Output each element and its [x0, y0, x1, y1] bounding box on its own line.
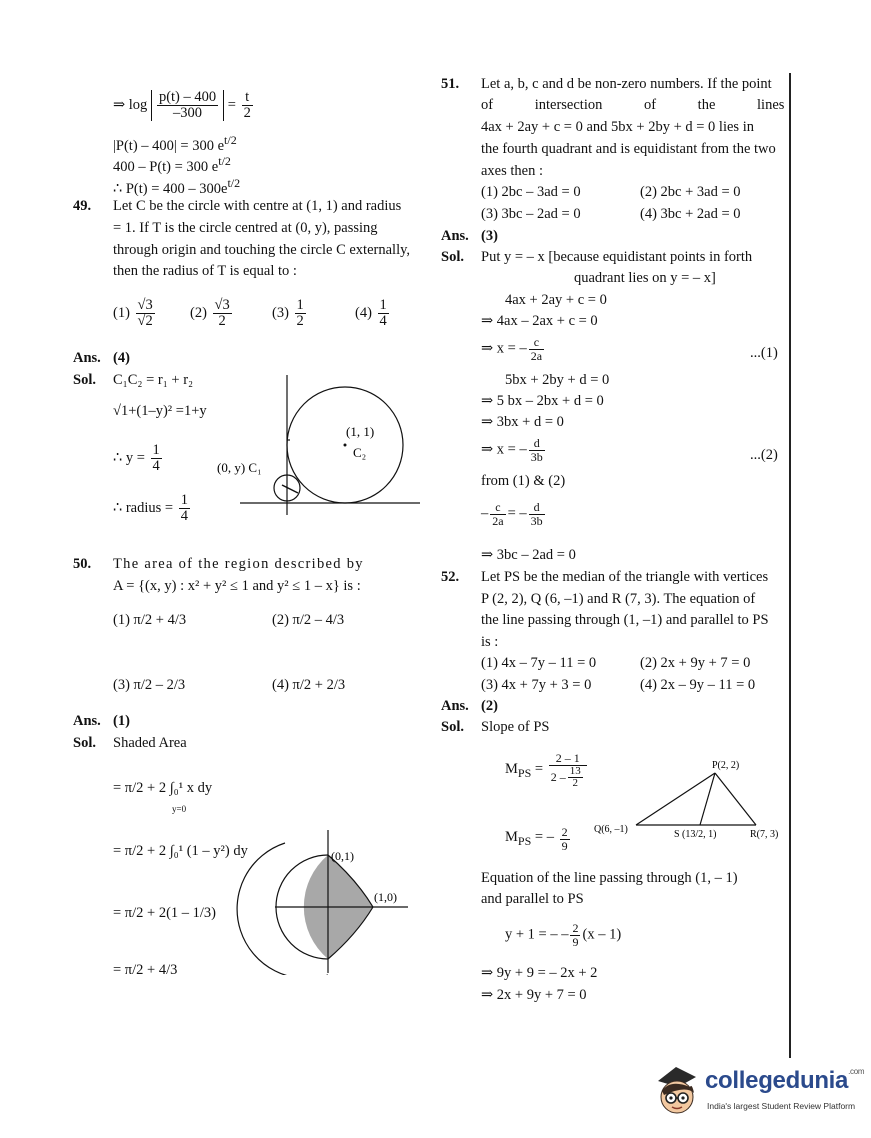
question-text: through origin and touching the circle C externally,	[113, 242, 411, 258]
question-text: the line passing through (1, –1) and parallel to PS	[481, 612, 769, 628]
solution-step: Put y = – x [because equidistant points in forth	[481, 249, 753, 265]
solution-text: Equation of the line passing through (1, – 1)	[481, 870, 738, 886]
solution-step: C₁C₂ = r₁ + r₂	[113, 372, 194, 388]
brand-tagline: India's largest Student Review Platform	[707, 1101, 856, 1111]
solution-text: Shaded Area	[113, 735, 187, 751]
answer-value: (2)	[481, 698, 498, 714]
solution-text: Slope of PS	[481, 719, 550, 735]
solution-step: ⇒ x = – $\frac{d}{3b}$	[481, 436, 543, 464]
solution-step: y + 1 = – – $\frac{2}{9}$ (x – 1)	[505, 921, 622, 949]
solution-step: 5bx + 2by + d = 0	[505, 372, 610, 388]
option-4: (4) π/2 + 2/3	[272, 677, 346, 693]
label-r: R(7, 3)	[750, 829, 779, 840]
option-4: (4) $\frac{1}{4}$	[355, 297, 387, 330]
solution-label: Sol.	[441, 719, 464, 735]
triangle-figure	[590, 755, 790, 845]
option-2: (2) 2bc + 3ad = 0	[640, 184, 741, 200]
solution-step: ⇒ 3bc – 2ad = 0	[481, 547, 576, 563]
answer-label: Ans.	[73, 713, 101, 729]
option-1: (1) $\frac{√3}{√2}$	[113, 297, 153, 330]
label-p: P(2, 2)	[712, 760, 740, 771]
question-number: 52.	[441, 569, 460, 585]
circles-figure	[210, 375, 425, 520]
question-text: The area of the region described by	[113, 556, 364, 572]
solution-step: ⇒ x = – $\frac{c}{2a}$	[481, 335, 543, 363]
answer-value: (4)	[113, 350, 130, 366]
answer-label: Ans.	[441, 228, 469, 244]
question-text: Let PS be the median of the triangle with vertices	[481, 569, 769, 585]
question-text: the fourth quadrant and is equidistant from the two	[481, 141, 776, 157]
prev-solution-line-4: ∴ $P(t) = 400 - 300e^{t/2}$	[113, 176, 241, 197]
option-2: (2) 2x + 9y + 7 = 0	[640, 655, 751, 671]
solution-step: ⇒ 5 bx – 2bx + d = 0	[481, 393, 604, 409]
brand-name: collegedunia$^{.com}$	[705, 1067, 865, 1094]
solution-step: = π/2 + 2 ∫₀¹ (1 – y²) dy	[113, 843, 248, 859]
option-4: (4) 2x – 9y – 11 = 0	[640, 677, 756, 693]
question-text: A = {(x, y) : x² + y² ≤ 1 and y² ≤ 1 – x} is :	[113, 578, 361, 594]
prev-solution-line-3: 400 – P(t) = 300 $e^{t/2}$	[113, 154, 231, 175]
answer-label: Ans.	[73, 350, 101, 366]
solution-step: ⇒ 3bx + d = 0	[481, 414, 564, 430]
prev-solution-line-2: |P(t) – 400| = 300 $e^{t/2}$	[113, 133, 237, 154]
label-c1: (0, y) C₁	[217, 460, 262, 475]
solution-text: and parallel to PS	[481, 891, 584, 907]
solution-step: – $\frac{c}{2a}$ = – $\frac{d}{3b}$	[481, 500, 543, 528]
label-s: S (13/2, 1)	[674, 829, 717, 840]
question-text: = 1. If T is the circle centred at (0, y), passing	[113, 220, 378, 236]
answer-value: (3)	[481, 228, 498, 244]
question-text: 4ax + 2ay + c = 0 and 5bx + 2by + d = 0 lies in	[481, 119, 754, 135]
solution-step: ⇒ 2x + 9y + 7 = 0	[481, 987, 587, 1003]
region-figure	[230, 825, 415, 975]
equation-tag: ...(1)	[750, 345, 778, 361]
solution-step: from (1) & (2)	[481, 473, 566, 489]
label-c2: C₂	[353, 445, 367, 460]
solution-step: = π/2 + 2(1 – 1/3)	[113, 905, 217, 921]
slope-step-1: $M_{PS}$ = 2 – 1 2 – $\frac{13}{2}$	[505, 752, 589, 790]
question-text: Let a, b, c and d be non-zero numbers. If the point	[481, 76, 772, 92]
solution-step: ∴ y = $\frac{1}{4}$	[113, 442, 160, 475]
question-number: 50.	[73, 556, 92, 572]
question-text: axes then :	[481, 163, 544, 179]
solution-label: Sol.	[73, 372, 96, 388]
brand-logo[interactable]	[650, 1063, 865, 1123]
label-0-1: (0,1)	[331, 849, 354, 863]
solution-label: Sol.	[441, 249, 464, 265]
solution-step: 4ax + 2ay + c = 0	[505, 292, 607, 308]
option-4: (4) 3bc + 2ad = 0	[640, 206, 741, 222]
solution-step: ⇒ 9y + 9 = – 2x + 2	[481, 965, 598, 981]
question-text: of intersection of the lines	[481, 97, 785, 113]
solution-label: Sol.	[73, 735, 96, 751]
prev-solution-line-1: ⇒ log $\frac{p(t) - 400}{-300}$ = $\frac{t}{2}$	[113, 89, 251, 122]
label-1-0: (1,0)	[374, 890, 397, 904]
solution-step: ⇒ 4ax – 2ax + c = 0	[481, 313, 598, 329]
label-c2-coords: (1, 1)	[346, 424, 375, 439]
question-text: Let C be the circle with centre at (1, 1) and radius	[113, 198, 402, 214]
question-number: 51.	[441, 76, 460, 92]
question-text: P (2, 2), Q (6, –1) and R (7, 3). The equation of	[481, 591, 756, 607]
solution-step: = π/2 + 4/3	[113, 962, 178, 978]
question-number: 49.	[73, 198, 92, 214]
label-q: Q(6, –1)	[594, 824, 628, 835]
integral-limit: y=0	[172, 804, 187, 814]
solution-step: quadrant lies on y = – x]	[574, 270, 716, 286]
option-1: (1) 2bc – 3ad = 0	[481, 184, 581, 200]
answer-value: (1)	[113, 713, 130, 729]
solution-step: = π/2 + 2 ∫₀¹ x dy	[113, 780, 213, 796]
option-1: (1) π/2 + 4/3	[113, 612, 187, 628]
option-1: (1) 4x – 7y – 11 = 0	[481, 655, 597, 671]
option-3: (3) 4x + 7y + 3 = 0	[481, 677, 592, 693]
mascot-icon	[650, 1063, 702, 1119]
solution-step: √1+(1–y)² =1+y	[113, 403, 207, 419]
question-text: is :	[481, 634, 499, 650]
option-3: (3) $\frac{1}{2}$	[272, 297, 304, 330]
solution-step: ∴ radius = $\frac{1}{4}$	[113, 492, 188, 525]
slope-step-2: $M_{PS}$ = – $\frac{2}{9}$	[505, 825, 568, 853]
answer-label: Ans.	[441, 698, 469, 714]
option-3: (3) π/2 – 2/3	[113, 677, 186, 693]
column-divider	[789, 73, 791, 1058]
equation-tag: ...(2)	[750, 447, 778, 463]
option-3: (3) 3bc – 2ad = 0	[481, 206, 581, 222]
option-2: (2) $\frac{√3}{2}$	[190, 297, 230, 330]
option-2: (2) π/2 – 4/3	[272, 612, 345, 628]
question-text: then the radius of T is equal to :	[113, 263, 297, 279]
